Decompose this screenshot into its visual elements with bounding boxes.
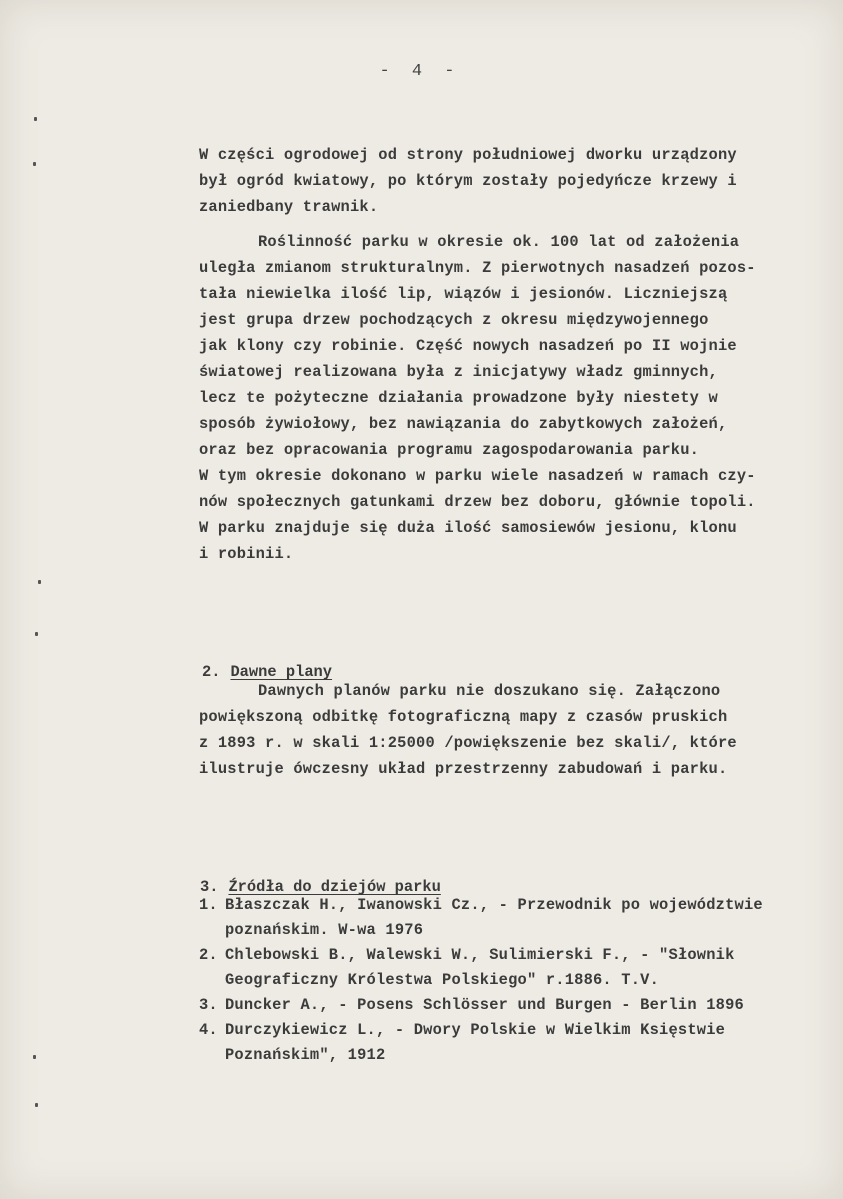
paragraph-line: powiększoną odbitkę fotograficzną mapy z czasów pruskich [199, 708, 728, 726]
page-number: - 4 - [379, 62, 461, 81]
paragraph-line: zaniedbany trawnik. [199, 198, 379, 216]
margin-mark [35, 1103, 38, 1107]
reference-item: 4. Durczykiewicz L., - Dwory Polskie w Wielkim Księstwie [199, 1021, 726, 1039]
paragraph-line: oraz bez opracowania programu zagospodarowania parku. [199, 441, 700, 459]
paragraph-line: sposób żywiołowy, bez nawiązania do zabytkowych założeń, [199, 415, 728, 433]
paragraph-line: Dawnych planów parku nie doszukano się. Załączono [258, 682, 721, 700]
paragraph-line: Roślinność parku w okresie ok. 100 lat od założenia [258, 233, 740, 251]
paragraph-line: lecz te pożyteczne działania prowadzone były niestety w [199, 389, 718, 407]
reference-item-continued: Geograficzny Królestwa Polskiego" r.1886. T.V. [225, 971, 660, 989]
reference-item: 1. Błaszczak H., Iwanowski Cz., - Przewodnik po województwie [199, 896, 763, 914]
paragraph-line: nów społecznych gatunkami drzew bez doboru, głównie topoli. [199, 493, 756, 511]
paragraph-line: W tym okresie dokonano w parku wiele nasadzeń w ramach czy- [199, 467, 756, 485]
reference-item-continued: Poznańskim", 1912 [225, 1046, 386, 1064]
section-title: Dawne plany [230, 663, 333, 681]
margin-mark [33, 1055, 36, 1059]
paragraph-line: jest grupa drzew pochodzących z okresu międzywojennego [199, 311, 709, 329]
paragraph-line: i robinii. [199, 545, 294, 563]
reference-item: 3. Duncker A., - Posens Schlösser und Burgen - Berlin 1896 [199, 996, 744, 1014]
paragraph-line: światowej realizowana była z inicjatywy władz gminnych, [199, 363, 718, 381]
margin-mark [33, 162, 36, 166]
paragraph-line: W parku znajduje się duża ilość samosiewów jesionu, klonu [199, 519, 737, 537]
paragraph-line: tała niewielka ilość lip, wiązów i jesionów. Liczniejszą [199, 285, 728, 303]
paragraph-line: jak klony czy robinie. Część nowych nasadzeń po II wojnie [199, 337, 737, 355]
reference-item: 2. Chlebowski B., Walewski W., Sulimierski F., - "Słownik [199, 946, 735, 964]
paragraph-line: uległa zmianom strukturalnym. Z pierwotnych nasadzeń pozos- [199, 259, 756, 277]
paragraph-line: W części ogrodowej od strony południowej dworku urządzony [199, 146, 737, 164]
margin-mark [38, 580, 41, 584]
margin-mark [34, 117, 37, 121]
paragraph-line: ilustruje ówczesny układ przestrzenny zabudowań i parku. [199, 760, 728, 778]
section-number: 2. [201, 663, 221, 681]
margin-mark [35, 632, 38, 636]
paragraph-line: był ogród kwiatowy, po którym zostały pojedyńcze krzewy i [199, 172, 737, 190]
paragraph-line: z 1893 r. w skali 1:25000 /powiększenie bez skali/, które [199, 734, 737, 752]
section-number: 3. [199, 878, 219, 896]
section-title: Źródła do dziejów parku [228, 878, 441, 896]
reference-item-continued: poznańskim. W-wa 1976 [225, 921, 424, 939]
